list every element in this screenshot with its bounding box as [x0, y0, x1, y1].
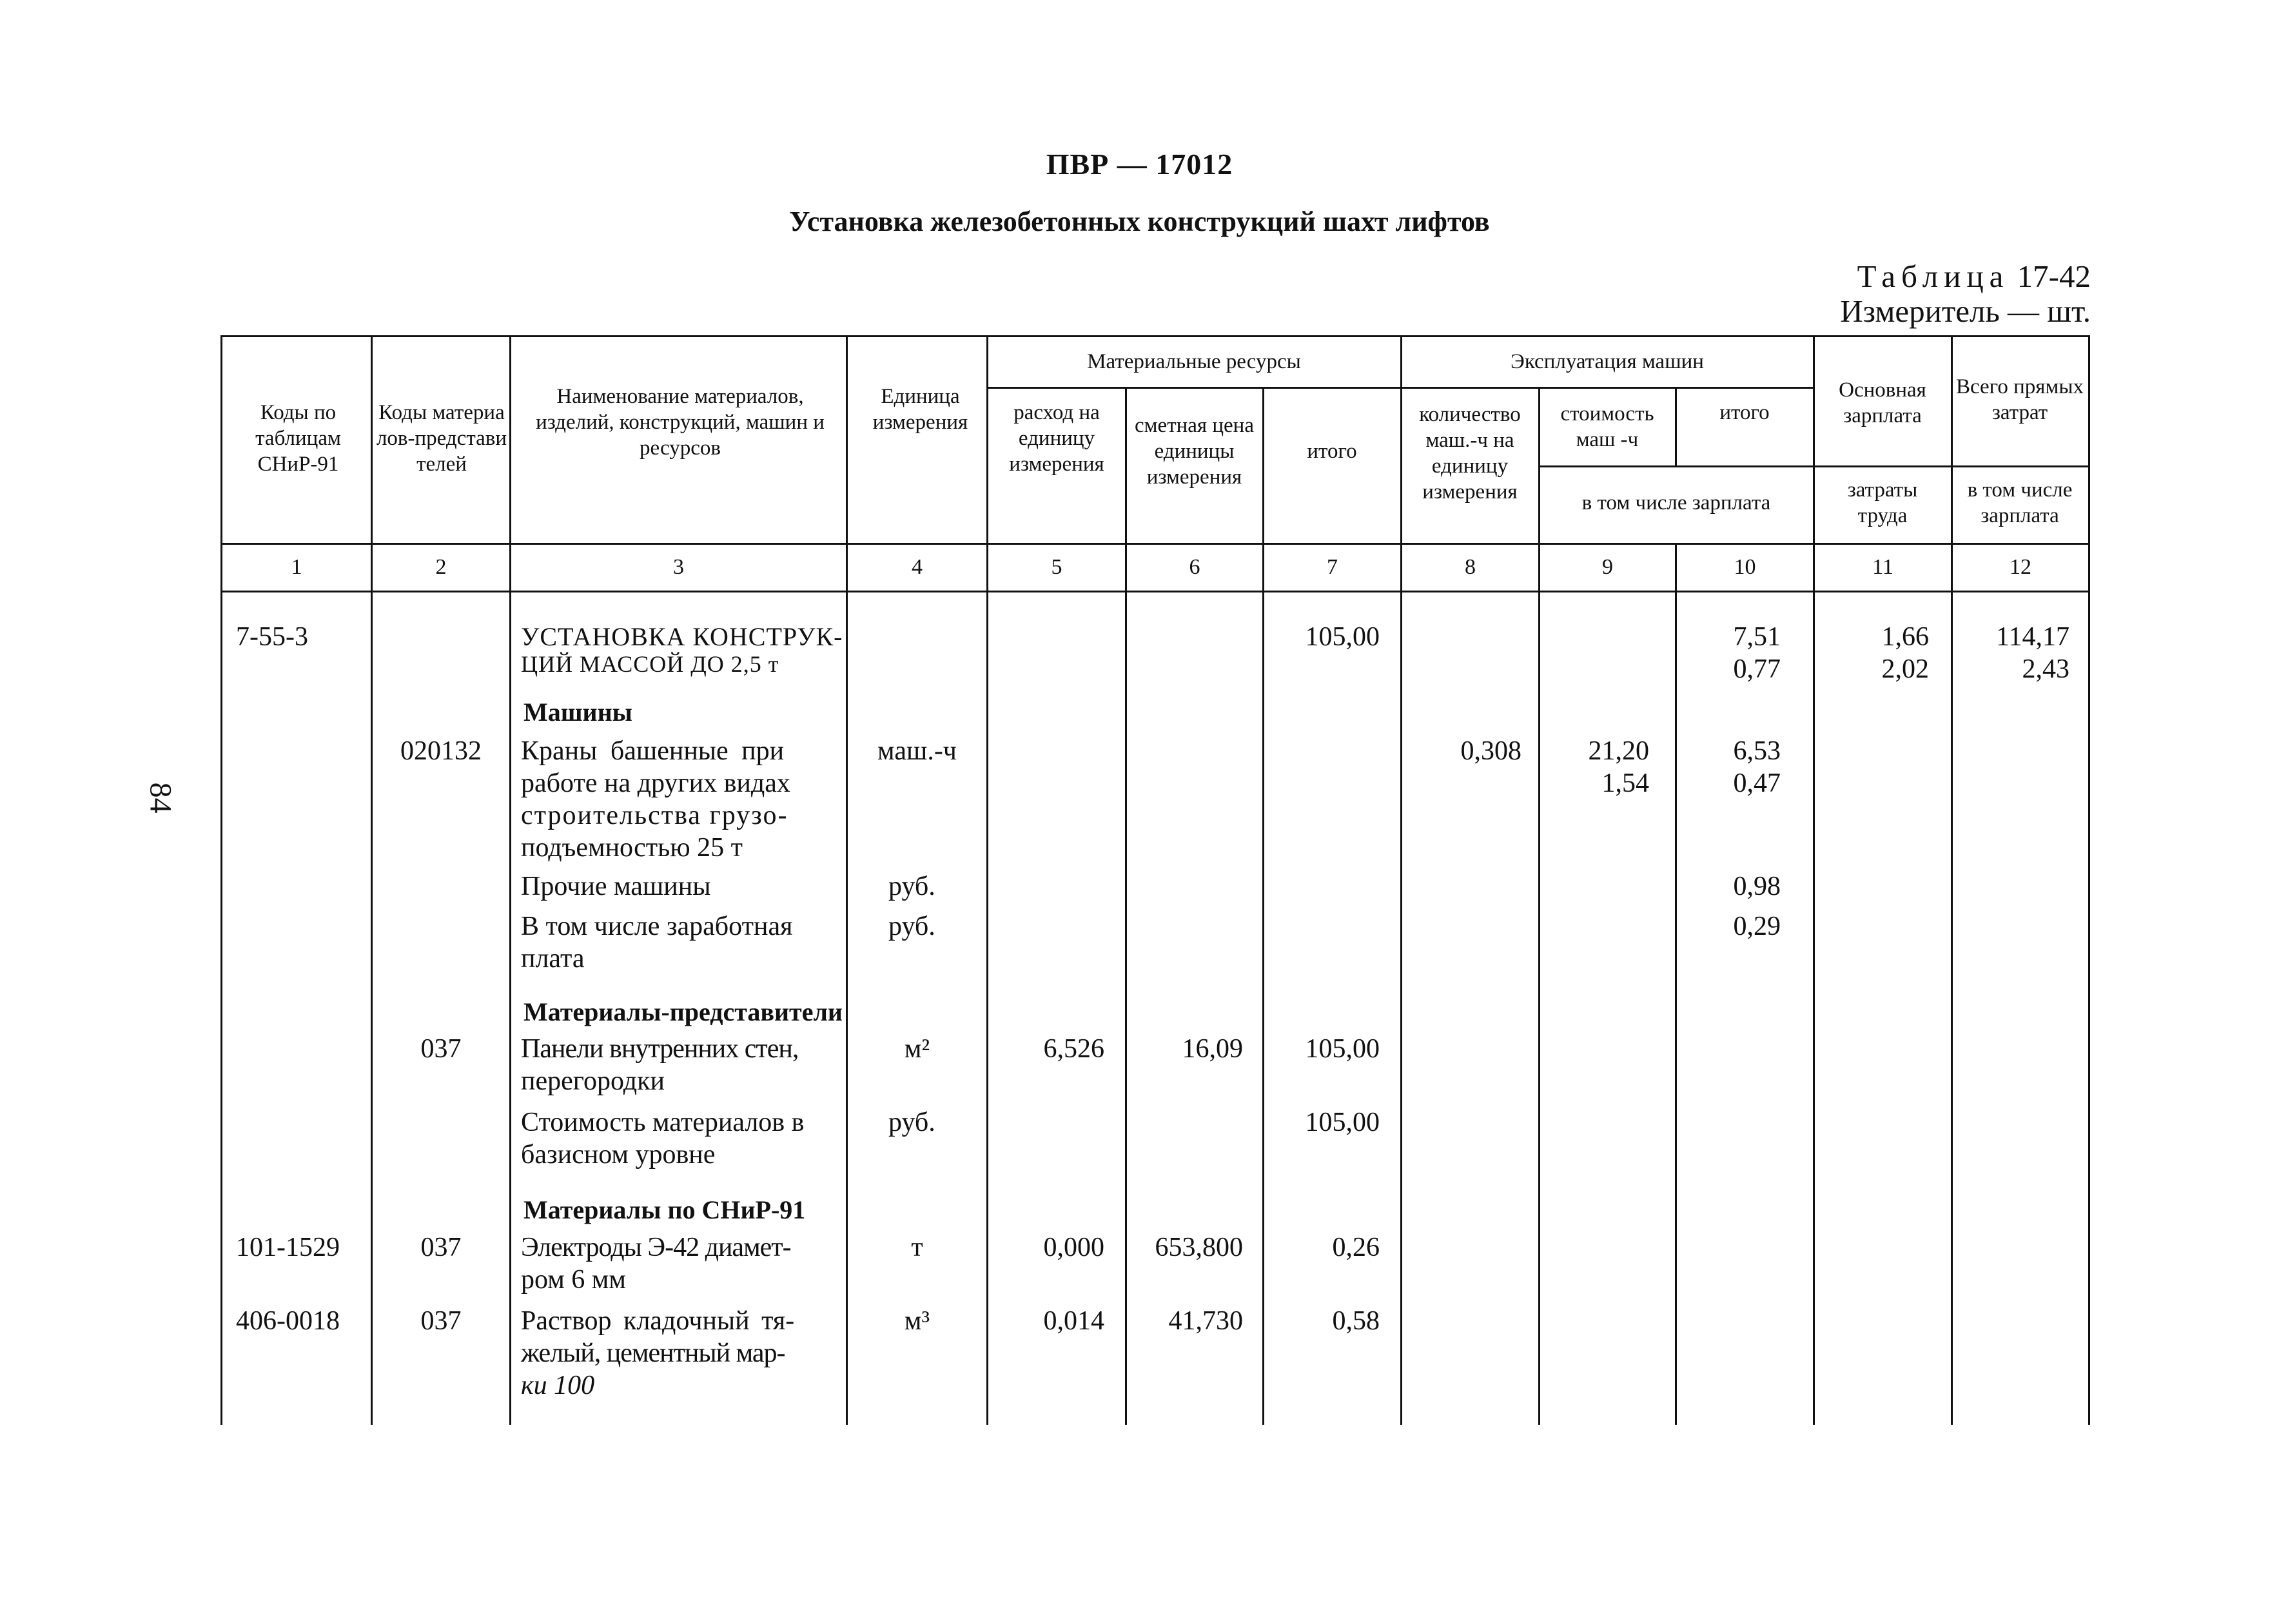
row-electrodes-name-line1: Электроды Э-42 диамет- — [521, 1233, 791, 1262]
header-hour-cost: стоимость маш -ч — [1560, 402, 1654, 451]
row-mortar-c7: 0,58 — [1332, 1306, 1380, 1336]
row-other-machines-c10: 0,98 — [1733, 872, 1781, 901]
row-electrodes-c7: 0,26 — [1332, 1233, 1380, 1262]
row-crane-c9b: 1,54 — [1601, 768, 1649, 798]
vrule-2 — [509, 335, 511, 1425]
row-materials-cost-name — [521, 1106, 841, 1171]
colnum-12: 12 — [2010, 555, 2031, 579]
colnum-5: 5 — [1051, 555, 1062, 579]
row-other-machines-name-line: Прочие машины — [521, 872, 711, 901]
table-number: 17-42 — [2017, 259, 2091, 294]
row-panels-c7: 105,00 — [1305, 1034, 1380, 1064]
page-number: 84 — [143, 782, 178, 814]
document-title: ПВР — 17012 — [1046, 148, 1233, 181]
header-total-direct: Всего прямых затрат — [1955, 375, 2084, 424]
section-representative-materials: Материалы-представители — [523, 997, 843, 1026]
row-crane-name-line4: подъемностью 25 т — [521, 833, 743, 863]
vrule-7 — [1400, 335, 1402, 1425]
colnum-6: 6 — [1189, 555, 1200, 579]
row-electrodes-name-line2: ром 6 мм — [521, 1265, 626, 1295]
row-panels-c6: 16,09 — [1182, 1034, 1243, 1064]
row-mortar-unit: м³ — [904, 1306, 930, 1336]
row-crane-name-line3: строительства грузо- — [521, 801, 788, 830]
row-crane-name — [521, 735, 841, 864]
header-rep-codes: Коды материалов-представителей — [376, 401, 507, 476]
row-crane-unit: маш.-ч — [877, 736, 957, 766]
row-main-c12a: 114,17 — [1996, 622, 2069, 652]
header-group-machines: Эксплуатация машин — [1511, 350, 1704, 373]
row-main-name — [521, 621, 841, 680]
row-panels-c5: 6,526 — [1043, 1034, 1104, 1064]
vrule-8 — [1538, 387, 1540, 1425]
row-main-c12b: 2,43 — [2022, 654, 2069, 684]
header-basic-salary: Основная зарплата — [1839, 378, 1926, 427]
header-machine-hours: количество маш.-ч на единицу измерения — [1419, 402, 1521, 504]
row-materials-cost-name-line1: Стоимость материалов в — [521, 1108, 805, 1137]
colnum-4: 4 — [912, 555, 923, 579]
header-price: сметная цена единицы измерения — [1135, 414, 1254, 489]
row-panels-name — [521, 1033, 841, 1097]
row-wages-unit: руб. — [888, 912, 935, 941]
row-electrodes-name — [521, 1231, 841, 1296]
group-rule-machines — [1400, 387, 1813, 389]
row-other-machines-unit: руб. — [888, 872, 935, 901]
colnum-8: 8 — [1465, 555, 1476, 579]
header-materials-total: итого — [1307, 440, 1357, 463]
row-crane-c10b: 0,47 — [1733, 768, 1781, 798]
row-main-name-line1: УСТАНОВКА КОНСТРУК- — [521, 622, 843, 651]
row-panels-name-line1: Панели внутренних стен, — [521, 1034, 799, 1064]
vrule-11 — [1951, 335, 1953, 1425]
row-mortar-rep-code: 037 — [420, 1306, 462, 1336]
colnum-9: 9 — [1602, 555, 1613, 579]
row-mortar-name-line1: Раствор кладочный тя- — [521, 1306, 795, 1336]
table-label: Таблица — [1857, 259, 2010, 294]
row-main-c10b: 0,77 — [1733, 654, 1781, 684]
header-bottom-rule — [220, 543, 2090, 545]
vrule-9b — [1675, 543, 1677, 1425]
colnum-10: 10 — [1734, 555, 1756, 579]
document-subtitle: Установка железобетонных конструкций шахт лифтов — [789, 206, 1490, 237]
header-consumption: расход на единицу измерения — [1009, 401, 1104, 476]
section-machines: Машины — [523, 698, 632, 727]
row-mortar-c5: 0,014 — [1043, 1306, 1104, 1336]
row-main-c11b: 2,02 — [1881, 654, 1929, 684]
row-electrodes-c6: 653,800 — [1155, 1233, 1243, 1262]
row-wages-name — [521, 910, 841, 975]
table-top-rule — [220, 335, 2090, 337]
colnum-3: 3 — [673, 555, 684, 579]
row-materials-cost-unit: руб. — [888, 1108, 935, 1137]
colnum-7: 7 — [1327, 555, 1338, 579]
header-unit: Единица измерения — [872, 385, 968, 434]
row-crane-name-line1: Краны башенные при — [521, 736, 785, 766]
row-wages-name-line1: В том числе заработная — [521, 912, 793, 941]
header-incl-salary-total: в том числе зарплата — [1967, 478, 2073, 527]
row-electrodes-code: 101-1529 — [236, 1233, 340, 1262]
row-crane-c9a: 21,20 — [1588, 736, 1649, 766]
header-labor: затраты труда — [1847, 478, 1918, 527]
row-panels-rep-code: 037 — [420, 1034, 462, 1064]
colnum-11: 11 — [1872, 555, 1893, 579]
row-main-name-line2: ЦИЙ МАССОЙ ДО 2,5 т — [521, 651, 779, 677]
row-crane-c10a: 6,53 — [1733, 736, 1781, 766]
table-number-line — [1840, 259, 2091, 294]
row-main-code: 7-55-3 — [236, 622, 308, 652]
row-materials-cost-name-line2: базисном уровне — [521, 1140, 716, 1169]
group-rule-materials — [986, 387, 1402, 389]
row-main-c10a: 7,51 — [1733, 622, 1781, 652]
colnum-1: 1 — [291, 555, 302, 579]
vrule-10 — [1813, 335, 1815, 1425]
row-other-machines-name — [521, 870, 841, 903]
row-panels-unit: м² — [904, 1034, 930, 1064]
header-group-materials: Материальные ресурсы — [1087, 350, 1301, 373]
row-crane-name-line2: работе на других видах — [521, 768, 790, 798]
vrule-6 — [1262, 387, 1264, 1425]
row-materials-cost-c7: 105,00 — [1305, 1108, 1380, 1137]
row-wages-name-line2: плата — [521, 944, 585, 973]
header-codes-snir: Коды по таблицам СНиР-91 — [255, 401, 341, 476]
row-wages-c10: 0,29 — [1733, 912, 1781, 941]
row-electrodes-c5: 0,000 — [1043, 1233, 1104, 1262]
vrule-9 — [1675, 387, 1677, 465]
row-electrodes-rep-code: 037 — [420, 1233, 462, 1262]
vrule-0 — [220, 335, 222, 1425]
header-machines-total: итого — [1719, 401, 1770, 424]
table-meter: Измеритель — шт. — [1840, 293, 2091, 329]
section-snir-materials: Материалы по СНиР-91 — [523, 1195, 806, 1224]
row-crane-c8: 0,308 — [1460, 736, 1521, 766]
row-panels-name-line2: перегородки — [521, 1066, 665, 1096]
row-mortar-name-line2: желый, цементный мар- — [521, 1338, 785, 1368]
row-mortar-name — [521, 1305, 841, 1402]
colnum-2: 2 — [435, 555, 447, 579]
colnum-bottom-rule — [220, 591, 2090, 592]
header-name: Наименование материалов, изделий, конструкций, машин и ресурсов — [536, 385, 825, 460]
row-crane-rep-code: 020132 — [400, 736, 482, 766]
row-mortar-c6: 41,730 — [1168, 1306, 1243, 1336]
row-electrodes-unit: т — [911, 1233, 923, 1262]
row-mortar-code: 406-0018 — [236, 1306, 340, 1336]
header-incl-salary: в том числе зарплата — [1581, 491, 1771, 514]
table-caption — [1840, 259, 2091, 329]
row-mortar-name-line3: ки 100 — [521, 1371, 595, 1400]
vrule-5 — [1125, 387, 1127, 1425]
vrule-12 — [2088, 335, 2090, 1425]
row-main-c7: 105,00 — [1305, 622, 1380, 652]
row-main-c11a: 1,66 — [1881, 622, 1929, 652]
